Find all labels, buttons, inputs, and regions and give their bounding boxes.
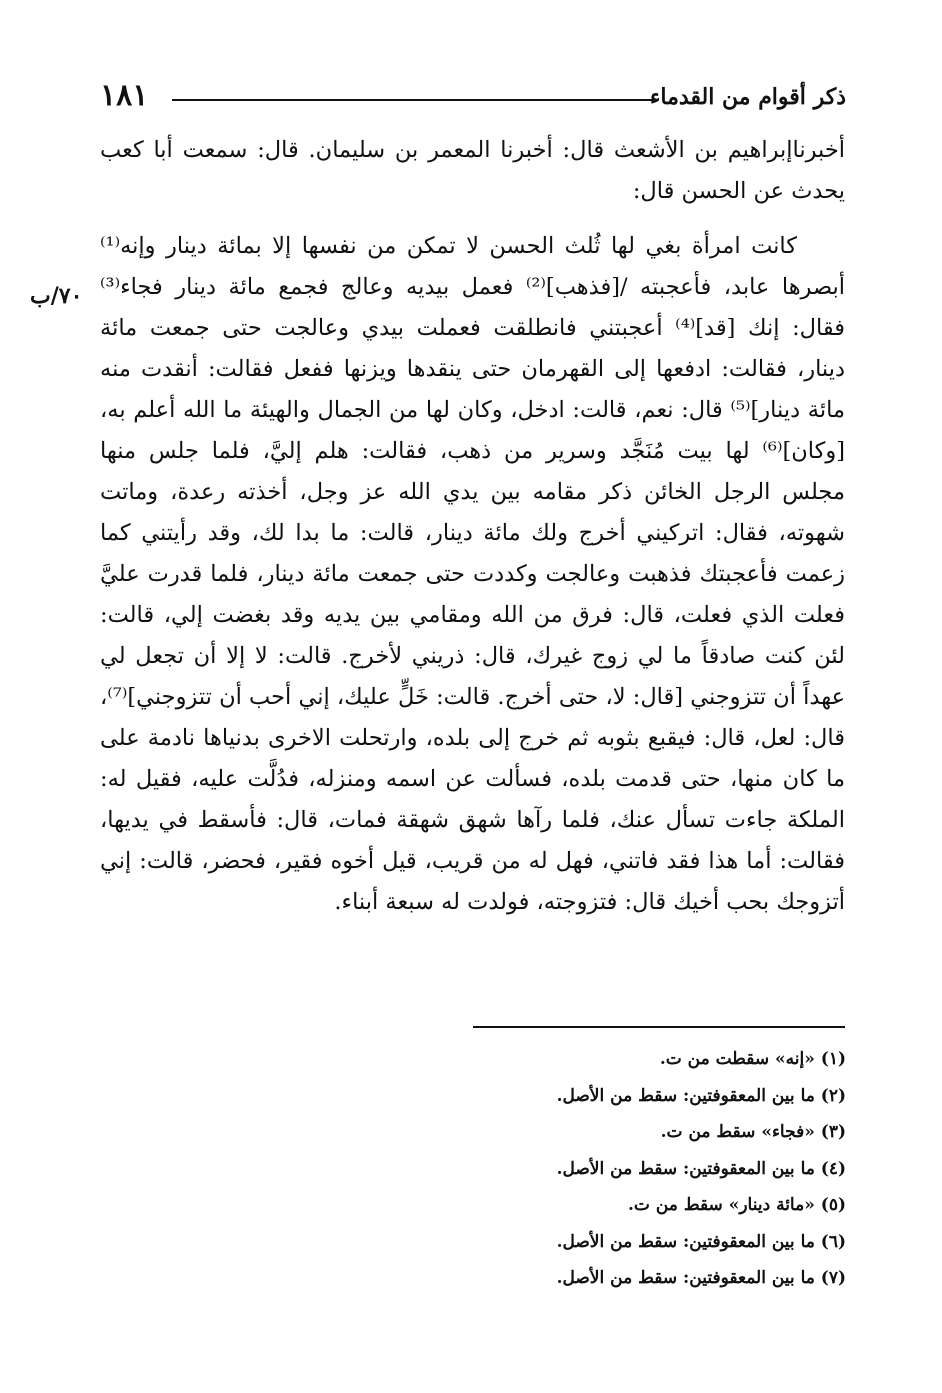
- footnote-rule: [473, 1026, 845, 1028]
- footnotes: [426, 1041, 846, 1297]
- paragraph-isnad: أخبرناإبراهيم بن الأشعث قال: أخبرنا المعمر بن سليمان. قال: سمعت أبا كعب يحدث عن الحسن قال:: [100, 137, 845, 204]
- body-text: [100, 130, 845, 923]
- running-title: ذكر أقوام من القدماء: [650, 84, 846, 110]
- paragraph-narrative: كانت امرأة بغي لها ثُلث الحسن لا تمكن من نفسها إلا بمائة دينار وإنه⁽¹⁾ أبصرها عابد، فأعجبته /[فذهب]⁽²⁾ فعمل بيديه وعالج فجمع مائة دينار فجاء⁽³⁾ فقال: إنك [قد]⁽⁴⁾ أعجبتني فانطلقت فعملت بيدي وعالجت حتى جمعت مائة دينار، فقالت: ادفعها إلى القهرمان حتى ينقدها ويزنها ففعل فقالت: أنقدت منه مائة دينار]⁽⁵⁾ قال: نعم، قالت: ادخل، وكان لها من الجمال والهيئة ما الله أعلم به، [وكان]⁽⁶⁾ لها بيت مُنَجَّد وسرير من ذهب، فقالت: هلم إليَّ، فلما جلس منها مجلس الرجل الخائن ذكر مقامه بين يدي الله عز وجل، أخذته رعدة، وماتت شهوته، فقال: اتركيني أخرج ولك مائة دينار، قالت: ما بدا لك، وقد رأيتني كما زعمت فأعجبتك فذهبت وعالجت وكددت حتى جمعت مائة دينار، فلما قدرت عليَّ فعلت الذي فعلت، قال: فرق من الله ومقامي بين يديه وقد بغضت إلي، قالت: لئن كنت صادقاً ما لي زوج غيرك، قال: ذريني لأخرج. قالت: لا إلا أن تجعل لي عهداً أن تتزوجني [قال: لا، حتى أخرج. قالت: خَلٍّ عليك، إني أحب أن تتزوجني]⁽⁷⁾، قال: لعل، قال: فيقبع بثوبه ثم خرج إلى بلده، وارتحلت الاخرى بدنياها نادمة على ما كان منها، حتى قدمت بلده، فسألت عن اسمه ومنزله، فدُلَّت عليه، فقيل له: الملكة جاءت تسأل عنك، فلما رآها شهق شهقة فمات، قال: فأسقط في يديها، فقالت: أما هذا فقد فاتني، فهل له من قريب، قيل أخوه فقير، فحضر، قالت: إني أتزوجك بحب أخيك قال: فتزوجته، فولدت له سبعة أبناء.: [100, 233, 845, 915]
- footnote-3: (٣) «فجاء» سقط من ت.: [660, 1122, 846, 1142]
- running-head: [100, 78, 846, 118]
- footnote-7: (٧) ما بين المعقوفتين: سقط من الأصل.: [556, 1268, 846, 1288]
- footnote-1: (١) «إنه» سقطت من ت.: [659, 1049, 846, 1069]
- footnote-6: (٦) ما بين المعقوفتين: سقط من الأصل.: [556, 1231, 846, 1252]
- margin-folio-marker: ٧٠/ب: [30, 283, 83, 309]
- footnote-2: (٢) ما بين المعقوفتين: سقط من الأصل.: [556, 1085, 846, 1106]
- header-rule: [172, 99, 656, 101]
- page-number: ١٨١: [100, 78, 149, 113]
- footnote-4: (٤) ما بين المعقوفتين: سقط من الأصل.: [556, 1158, 846, 1179]
- footnote-5: (٥) «مائة دينار» سقط من ت.: [628, 1195, 846, 1215]
